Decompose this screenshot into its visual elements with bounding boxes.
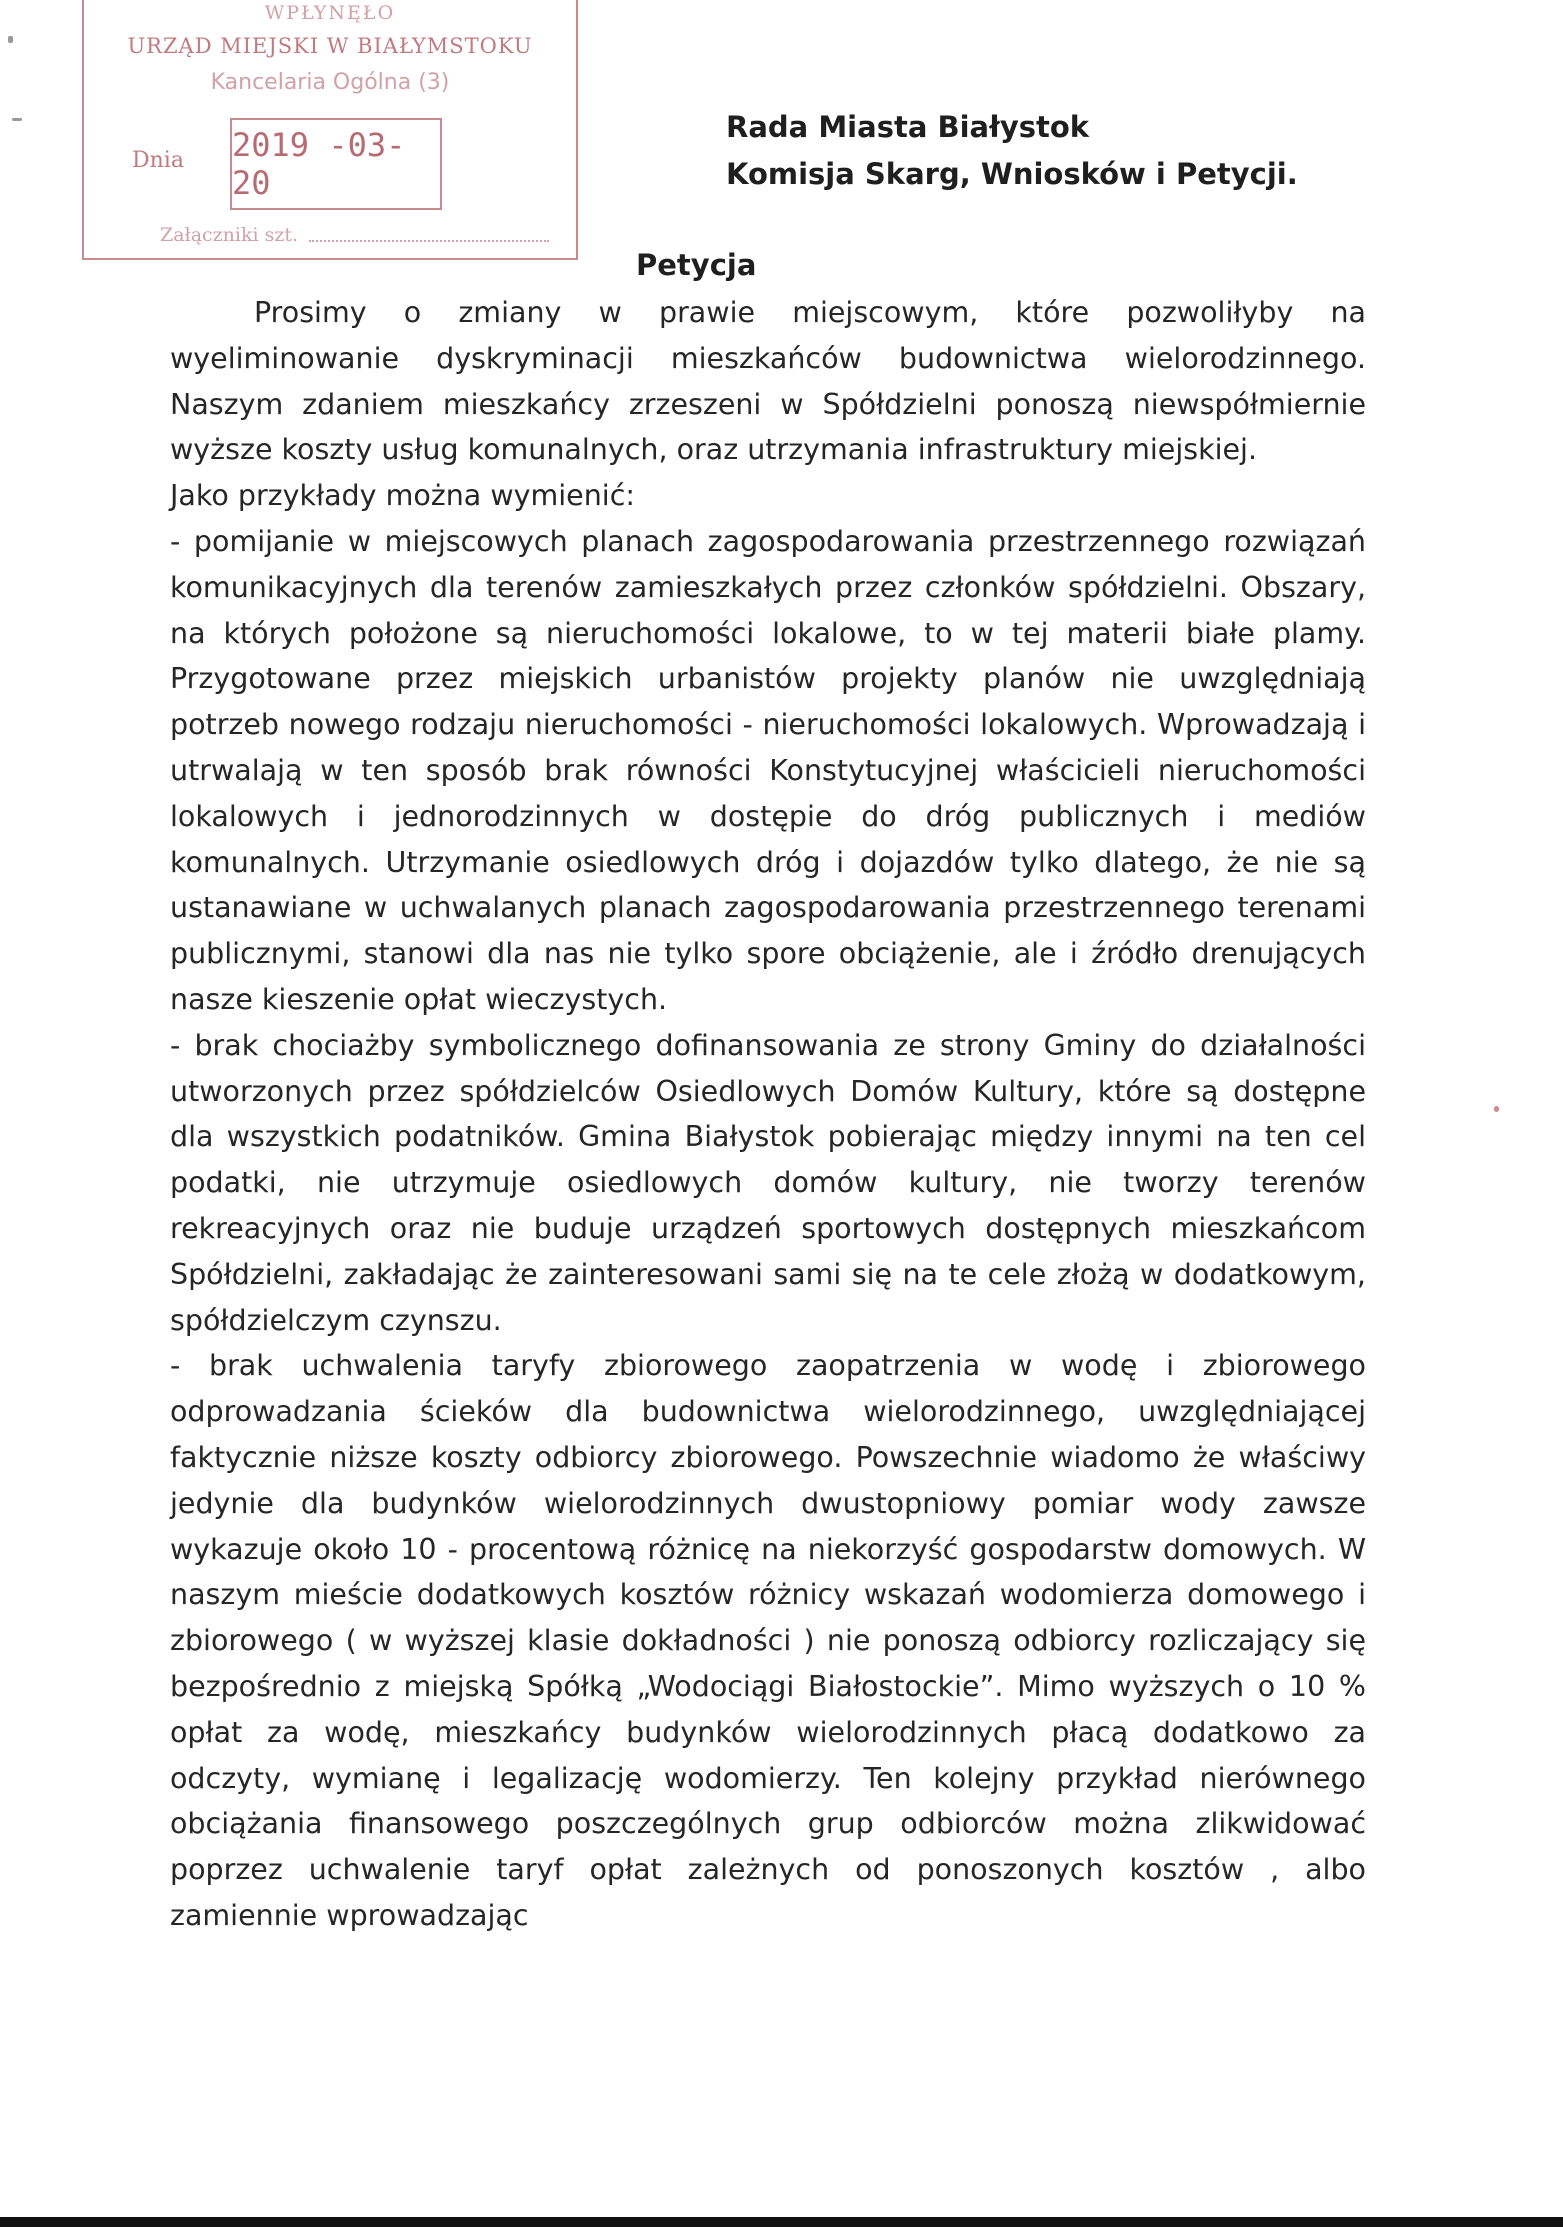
document-title: Petycja — [636, 248, 757, 282]
received-stamp — [82, 0, 578, 260]
stamp-date: 2019 -03- 20 — [230, 118, 442, 210]
paragraph-example-culture: - brak chociażby symbolicznego dofinansowania ze strony Gminy do działalności utworzonych przez spółdzielców Osiedlowych Domów Kultury, które są dostępne dla wszystkich podatników. Gmina Białystok pobierając między innymi na ten cel podatki, nie utrzymuje osiedlowych domów kultury, nie tworzy terenów rekreacyjnych oraz nie buduje urządzeń sportowych dostępnych mieszkańcom Spółdzielni, zakładając że zainteresowani sami się na te cele złożą w dodatkowym, spółdzielczym czynszu. — [170, 1028, 1366, 1337]
stamp-attachments-dots — [309, 240, 549, 242]
recipient-line-1: Rada Miasta Białystok — [726, 110, 1090, 144]
paragraph-example-water: - brak uchwalenia taryfy zbiorowego zaopatrzenia w wodę i zbiorowego odprowadzania ścieków dla budownictwa wielorodzinnego, uwzględniającej faktycznie niższe koszty odbiorcy zbiorowego. Powszechnie wiadomo że właściwy jedynie dla budynków wielorodzinnych dwustopniowy pomiar wody zawsze wykazuje około 10 - procentową różnicę na niekorzyść gospodarstw domowych. W naszym mieście dodatkowych kosztów różnicy wskazań wodomierza domowego i zbiorowego ( w wyższej klasie dokładności ) nie ponoszą odbiorcy rozliczający się bezpośrednio z miejską Spółką „Wodociągi Białostockie”. Mimo wyższych o 10 % opłat za wodę, mieszkańcy budynków wielorodzinnych płacą dodatkowo za odczyty, wymianę i legalizację wodomierzy. Ten kolejny przykład nierównego obciążania finansowego poszczególnych grup odbiorców można zlikwidować poprzez uchwalenie taryf opłat zależnych od ponoszonych kosztów , albo zamiennie wprowadzając — [170, 1349, 1366, 1932]
stamp-attachments-label: Załączniki szt. — [160, 224, 299, 246]
paragraph-example-planning: - pomijanie w miejscowych planach zagospodarowania przestrzennego rozwiązań komunikacyjnych dla terenów zamieszkałych przez członków spółdzielni. Obszary, na których położone są nieruchomości lokalowe, to w tej materii białe plamy. Przygotowane przez miejskich urbanistów projekty planów nie uwzględniają potrzeb nowego rodzaju nieruchomości - nieruchomości lokalowych. Wprowadzają i utrwalają w ten sposób brak równości Konstytucyjnej właścicieli nieruchomości lokalowych i jednorodzinnych w dostępie do dróg publicznych i mediów komunalnych. Utrzymanie osiedlowych dróg i dojazdów tylko dlatego, że nie są ustanawiane w uchwalanych planach zagospodarowania przestrzennego terenami publicznymi, stanowi dla nas nie tylko spore obciążenie, ale i źródło drenujących nasze kieszenie opłat wieczystych. — [170, 524, 1366, 1016]
stamp-received-label: WPŁYNĘŁO — [264, 2, 396, 24]
petition-body — [170, 290, 1366, 1939]
stamp-department: Kancelaria Ogólna (3) — [210, 70, 450, 95]
scan-artifact — [8, 36, 13, 43]
scan-artifact — [12, 118, 22, 121]
paragraph-intro: Prosimy o zmiany w prawie miejscowym, które pozwoliłyby na wyeliminowanie dyskryminacji mieszkańców budownictwa wielorodzinnego. Naszym zdaniem mieszkańcy zrzeszeni w Spółdzielni ponoszą niewspółmiernie wyższe koszty usług komunalnych, oraz utrzymania infrastruktury miejskiej. — [170, 296, 1366, 467]
page-bottom-edge — [0, 2217, 1563, 2227]
scan-artifact — [1494, 1106, 1499, 1112]
stamp-day-label: Dnia — [132, 148, 184, 173]
stamp-office-name: URZĄD MIEJSKI W BIAŁYMSTOKU — [127, 34, 533, 58]
paragraph-examples-lead: Jako przykłady można wymienić: — [170, 479, 635, 513]
recipient-line-2: Komisja Skarg, Wniosków i Petycji. — [726, 157, 1298, 191]
